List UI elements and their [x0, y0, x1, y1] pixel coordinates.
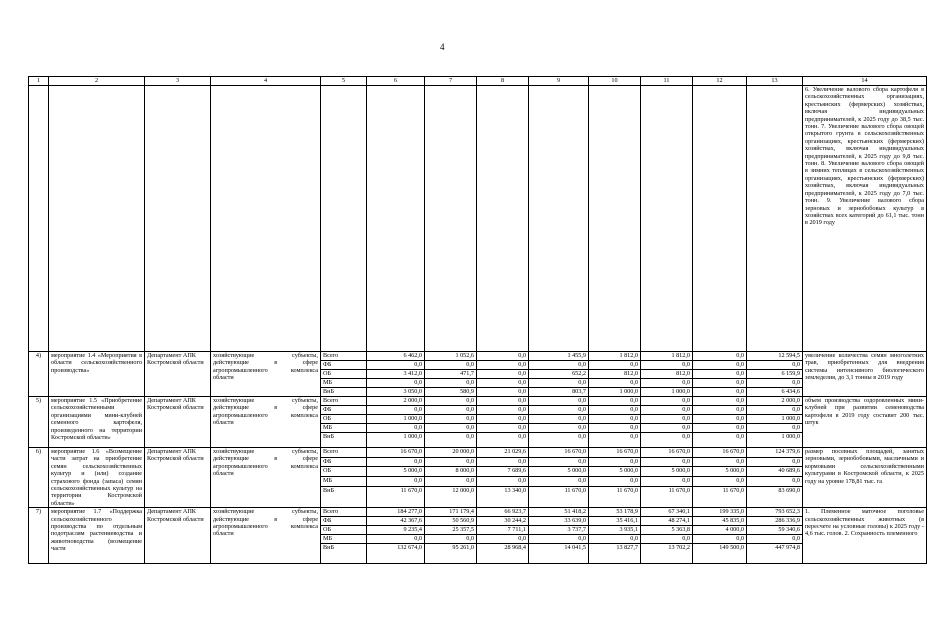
- year-value: 1 000,0: [641, 388, 693, 397]
- year-value: 0,0: [693, 535, 747, 544]
- year-value: 0,0: [693, 433, 747, 448]
- year-value: 0,0: [693, 361, 747, 370]
- program-table: [28, 76, 927, 564]
- year-value: 0,0: [477, 406, 529, 415]
- year-value: 11 670,0: [367, 486, 425, 508]
- year-value: 1 052,6: [425, 352, 477, 361]
- year-value: 5 000,0: [693, 467, 747, 477]
- year-value: 0,0: [589, 477, 641, 487]
- total-value: 2 000,0: [747, 397, 803, 406]
- year-value: 13 340,0: [477, 486, 529, 508]
- measure-name: мероприятие 1.4 «Мероприятия в области сельскохозяйственного производства»: [49, 352, 145, 397]
- total-value: 40 689,6: [747, 467, 803, 477]
- total-value: 1 000,0: [747, 433, 803, 448]
- row-number: 5): [29, 397, 49, 448]
- measure-name: мероприятие 1.6 «Возмещение части затрат на приобретение семян сельскохозяйственных культур и (или) создание страхового фонда (запаса) семян сельскохозяйственных культур на территории Костромской области»: [49, 448, 145, 508]
- funding-source: ВнБ: [321, 486, 367, 508]
- funding-source: МБ: [321, 424, 367, 433]
- year-value: 0,0: [477, 424, 529, 433]
- year-value: 0,0: [693, 379, 747, 388]
- year-value: 33 639,0: [529, 517, 589, 526]
- funding-source: ФБ: [321, 517, 367, 526]
- year-value: 16 670,0: [693, 448, 747, 458]
- year-value: 149 500,0: [693, 544, 747, 564]
- year-value: 0,0: [641, 535, 693, 544]
- year-value: 803,7: [529, 388, 589, 397]
- year-value: 0,0: [367, 535, 425, 544]
- year-value: 4 000,0: [693, 526, 747, 535]
- funding-row: [29, 352, 927, 361]
- cell: [693, 86, 747, 352]
- year-value: 0,0: [477, 397, 529, 406]
- participants: хозяйствующие субъекты, действующие в сфере агропромышленного комплекса области: [211, 508, 321, 564]
- row-number: 6): [29, 448, 49, 508]
- year-value: 0,0: [477, 370, 529, 379]
- funding-source: ОБ: [321, 370, 367, 379]
- funding-source: ФБ: [321, 406, 367, 415]
- total-value: 12 594,5: [747, 352, 803, 361]
- total-value: 0,0: [747, 424, 803, 433]
- year-value: 0,0: [641, 477, 693, 487]
- year-value: 0,0: [529, 477, 589, 487]
- year-value: 13 702,2: [641, 544, 693, 564]
- year-value: 0,0: [367, 379, 425, 388]
- cell: [425, 86, 477, 352]
- year-value: 14 041,5: [529, 544, 589, 564]
- cell: [589, 86, 641, 352]
- year-value: 0,0: [477, 433, 529, 448]
- year-value: 0,0: [529, 361, 589, 370]
- year-value: 0,0: [477, 352, 529, 361]
- year-value: 0,0: [693, 457, 747, 467]
- expected-result: 1. Племенное маточное поголовье сельскохозяйственных животных (в пересчете на условные головы) к 2025 году - 4,6 тыс. голов. 2. Сохранность племенного: [803, 508, 927, 564]
- year-value: 5 000,0: [529, 467, 589, 477]
- year-value: 0,0: [477, 379, 529, 388]
- cell: [747, 86, 803, 352]
- year-value: 0,0: [425, 424, 477, 433]
- year-value: 0,0: [529, 415, 589, 424]
- year-value: 9 235,4: [367, 526, 425, 535]
- year-value: 0,0: [693, 477, 747, 487]
- measure-name: мероприятие 1.7 «Поддержка сельскохозяйственного производства по отдельным подотраслям растениеводства и животноводства (возмещение части: [49, 508, 145, 564]
- funding-source: МБ: [321, 535, 367, 544]
- year-value: 0,0: [693, 370, 747, 379]
- total-value: 0,0: [747, 457, 803, 467]
- year-value: 3 050,0: [367, 388, 425, 397]
- participants: хозяйствующие субъекты, действующие в сфере агропромышленного комплекса области: [211, 448, 321, 508]
- cell: [49, 86, 145, 352]
- year-value: 471,7: [425, 370, 477, 379]
- cell: [145, 86, 211, 352]
- year-value: 1 812,0: [589, 352, 641, 361]
- year-value: 0,0: [367, 477, 425, 487]
- funding-source: ВнБ: [321, 544, 367, 564]
- expected-results-continued: 6. Увеличение валового сбора картофеля в сельскохозяйственных организациях, крестьянских (фермерских) хозяйствах, включая индивидуальных предпринимателей, к 2025 году до 38,5 тыс. тонн. 7. Увеличение валового сбора овощей открытого грунта в сельскохозяйственных организациях, крестьянских (фермерских) хозяйствах, включая индивидуальных предпринимателей, к 2025 году до 9,8 тыс. тонн. 8. Увеличение валового сбора овощей в зимних теплицах в сельскохозяйственных организациях, крестьянских (фермерских) хозяйствах, включая индивидуальных предпринимателей, к 2025 году до 7,0 тыс. тонн. 9. Увеличение валового сбора зерновых и зернобобовых культур в хозяйствах всех категорий до 61,1 тыс. тонн в 2019 году: [803, 86, 927, 352]
- year-value: 0,0: [641, 424, 693, 433]
- year-value: 5 000,0: [641, 467, 693, 477]
- funding-row: [29, 508, 927, 517]
- funding-source: Всего: [321, 508, 367, 517]
- year-value: 0,0: [693, 397, 747, 406]
- year-value: 0,0: [641, 361, 693, 370]
- year-value: 812,0: [589, 370, 641, 379]
- header-cell: 4: [211, 77, 321, 86]
- total-value: 6 159,9: [747, 370, 803, 379]
- year-value: 0,0: [589, 457, 641, 467]
- year-value: 11 670,0: [529, 486, 589, 508]
- funding-row: [29, 448, 927, 458]
- year-value: 0,0: [425, 361, 477, 370]
- year-value: 51 418,2: [529, 508, 589, 517]
- year-value: 0,0: [641, 433, 693, 448]
- year-value: 35 416,1: [589, 517, 641, 526]
- total-value: 447 974,8: [747, 544, 803, 564]
- year-value: 3 412,0: [367, 370, 425, 379]
- year-value: 0,0: [529, 397, 589, 406]
- year-value: 1 000,0: [367, 433, 425, 448]
- header-cell: 2: [49, 77, 145, 86]
- year-value: 184 277,0: [367, 508, 425, 517]
- year-value: 0,0: [589, 424, 641, 433]
- cell: [321, 86, 367, 352]
- year-value: 7 711,1: [477, 526, 529, 535]
- year-value: 16 670,0: [529, 448, 589, 458]
- year-value: 0,0: [641, 379, 693, 388]
- total-value: 0,0: [747, 379, 803, 388]
- header-row: [29, 77, 927, 86]
- funding-source: ОБ: [321, 526, 367, 535]
- year-value: 45 835,0: [693, 517, 747, 526]
- year-value: 50 560,9: [425, 517, 477, 526]
- total-value: 0,0: [747, 361, 803, 370]
- year-value: 0,0: [529, 535, 589, 544]
- year-value: 0,0: [425, 457, 477, 467]
- year-value: 1 455,9: [529, 352, 589, 361]
- year-value: 652,2: [529, 370, 589, 379]
- year-value: 0,0: [367, 361, 425, 370]
- header-cell: 14: [803, 77, 927, 86]
- responsible-executor: Департамент АПК Костромской области: [145, 508, 211, 564]
- expected-result: размер посевных площадей, занятых зерновыми, зернобобовыми, масличными и кормовыми сельскохозяйственными культурами в Костромской области, к 2025 году на уровне 178,81 тыс. га: [803, 448, 927, 508]
- year-value: 0,0: [693, 406, 747, 415]
- year-value: 0,0: [477, 388, 529, 397]
- year-value: 48 274,1: [641, 517, 693, 526]
- expected-result: объем производства оздоровленных мини-клубней при развитии семеноводства картофеля в 2019 году составит 200 тыс. штук: [803, 397, 927, 448]
- header-cell: 11: [641, 77, 693, 86]
- funding-source: МБ: [321, 477, 367, 487]
- year-value: 8 000,0: [425, 467, 477, 477]
- year-value: 11 670,0: [589, 486, 641, 508]
- year-value: 0,0: [425, 477, 477, 487]
- year-value: 0,0: [529, 433, 589, 448]
- funding-source: ФБ: [321, 361, 367, 370]
- cell: [367, 86, 425, 352]
- year-value: 66 923,7: [477, 508, 529, 517]
- year-value: 1 000,0: [589, 388, 641, 397]
- total-value: 59 340,6: [747, 526, 803, 535]
- year-value: 25 357,5: [425, 526, 477, 535]
- year-value: 2 000,0: [367, 397, 425, 406]
- header-cell: 10: [589, 77, 641, 86]
- funding-source: Всего: [321, 448, 367, 458]
- year-value: 0,0: [589, 535, 641, 544]
- year-value: 812,0: [641, 370, 693, 379]
- header-cell: 3: [145, 77, 211, 86]
- row-number: 4): [29, 352, 49, 397]
- year-value: 0,0: [641, 457, 693, 467]
- year-value: 0,0: [529, 424, 589, 433]
- year-value: 0,0: [589, 406, 641, 415]
- total-value: 124 379,6: [747, 448, 803, 458]
- year-value: 16 670,0: [589, 448, 641, 458]
- year-value: 0,0: [425, 535, 477, 544]
- measure-name: мероприятие 1.5 «Приобретение сельскохозяйственными организациями мини-клубней семенного картофеля, произведенного на территории Костромской области»: [49, 397, 145, 448]
- year-value: 12 000,0: [425, 486, 477, 508]
- header-cell: 13: [747, 77, 803, 86]
- year-value: 1 812,0: [641, 352, 693, 361]
- year-value: 3 737,7: [529, 526, 589, 535]
- year-value: 0,0: [589, 361, 641, 370]
- responsible-executor: Департамент АПК Костромской области: [145, 397, 211, 448]
- year-value: 0,0: [425, 406, 477, 415]
- funding-source: ВнБ: [321, 433, 367, 448]
- cell: [641, 86, 693, 352]
- year-value: 0,0: [693, 424, 747, 433]
- continuation-row: [29, 86, 927, 352]
- year-value: 199 335,0: [693, 508, 747, 517]
- funding-source: ОБ: [321, 415, 367, 424]
- header-cell: 1: [29, 77, 49, 86]
- year-value: 5 000,0: [367, 467, 425, 477]
- year-value: 0,0: [589, 415, 641, 424]
- year-value: 0,0: [367, 406, 425, 415]
- year-value: 5 000,0: [589, 467, 641, 477]
- header-cell: 8: [477, 77, 529, 86]
- year-value: 16 670,0: [641, 448, 693, 458]
- year-value: 580,9: [425, 388, 477, 397]
- year-value: 11 670,0: [641, 486, 693, 508]
- year-value: 0,0: [529, 457, 589, 467]
- year-value: 0,0: [425, 433, 477, 448]
- total-value: 286 336,9: [747, 517, 803, 526]
- total-value: 1 000,0: [747, 415, 803, 424]
- year-value: 0,0: [693, 388, 747, 397]
- total-value: 6 434,6: [747, 388, 803, 397]
- year-value: 0,0: [425, 415, 477, 424]
- year-value: 6 462,0: [367, 352, 425, 361]
- year-value: 132 674,0: [367, 544, 425, 564]
- responsible-executor: Департамент АПК Костромской области: [145, 352, 211, 397]
- header-cell: 6: [367, 77, 425, 86]
- year-value: 0,0: [477, 415, 529, 424]
- header-cell: 12: [693, 77, 747, 86]
- total-value: 0,0: [747, 477, 803, 487]
- year-value: 13 827,7: [589, 544, 641, 564]
- total-value: 0,0: [747, 535, 803, 544]
- year-value: 0,0: [641, 415, 693, 424]
- year-value: 11 670,0: [693, 486, 747, 508]
- year-value: 0,0: [477, 457, 529, 467]
- year-value: 0,0: [529, 406, 589, 415]
- participants: хозяйствующие субъекты, действующие в сфере агропромышленного комплекса области: [211, 397, 321, 448]
- cell: [211, 86, 321, 352]
- year-value: 67 340,1: [641, 508, 693, 517]
- funding-source: Всего: [321, 397, 367, 406]
- year-value: 171 179,4: [425, 508, 477, 517]
- year-value: 0,0: [589, 433, 641, 448]
- header-cell: 9: [529, 77, 589, 86]
- year-value: 3 935,1: [589, 526, 641, 535]
- cell: [477, 86, 529, 352]
- year-value: 7 689,6: [477, 467, 529, 477]
- year-value: 53 178,9: [589, 508, 641, 517]
- year-value: 95 261,0: [425, 544, 477, 564]
- funding-row: [29, 397, 927, 406]
- header-cell: 5: [321, 77, 367, 86]
- total-value: 793 652,3: [747, 508, 803, 517]
- year-value: 16 670,0: [367, 448, 425, 458]
- year-value: 0,0: [589, 379, 641, 388]
- funding-source: ОБ: [321, 467, 367, 477]
- funding-source: Всего: [321, 352, 367, 361]
- year-value: 0,0: [693, 415, 747, 424]
- expected-result: увеличение количества семян многолетних трав, приобретенных для внедрения системы интенсивного биологического земледелия, до 3,1 тонны в 2019 году: [803, 352, 927, 397]
- funding-source: МБ: [321, 379, 367, 388]
- funding-source: ФБ: [321, 457, 367, 467]
- cell: [529, 86, 589, 352]
- year-value: 5 363,8: [641, 526, 693, 535]
- page-number: 4: [440, 42, 445, 52]
- year-value: 20 000,0: [425, 448, 477, 458]
- year-value: 0,0: [425, 397, 477, 406]
- cell: [29, 86, 49, 352]
- year-value: 0,0: [367, 457, 425, 467]
- year-value: 0,0: [641, 397, 693, 406]
- responsible-executor: Департамент АПК Костромской области: [145, 448, 211, 508]
- year-value: 0,0: [641, 406, 693, 415]
- year-value: 0,0: [693, 352, 747, 361]
- year-value: 21 029,6: [477, 448, 529, 458]
- total-value: 0,0: [747, 406, 803, 415]
- year-value: 0,0: [477, 477, 529, 487]
- total-value: 83 690,0: [747, 486, 803, 508]
- year-value: 30 244,2: [477, 517, 529, 526]
- year-value: 0,0: [529, 379, 589, 388]
- year-value: 0,0: [425, 379, 477, 388]
- year-value: 0,0: [477, 535, 529, 544]
- header-cell: 7: [425, 77, 477, 86]
- participants: хозяйствующие субъекты, действующие в сфере агропромышленного комплекса области: [211, 352, 321, 397]
- year-value: 1 000,0: [367, 415, 425, 424]
- funding-source: ВнБ: [321, 388, 367, 397]
- year-value: 28 968,4: [477, 544, 529, 564]
- row-number: 7): [29, 508, 49, 564]
- year-value: 42 367,6: [367, 517, 425, 526]
- year-value: 0,0: [477, 361, 529, 370]
- year-value: 0,0: [589, 397, 641, 406]
- year-value: 0,0: [367, 424, 425, 433]
